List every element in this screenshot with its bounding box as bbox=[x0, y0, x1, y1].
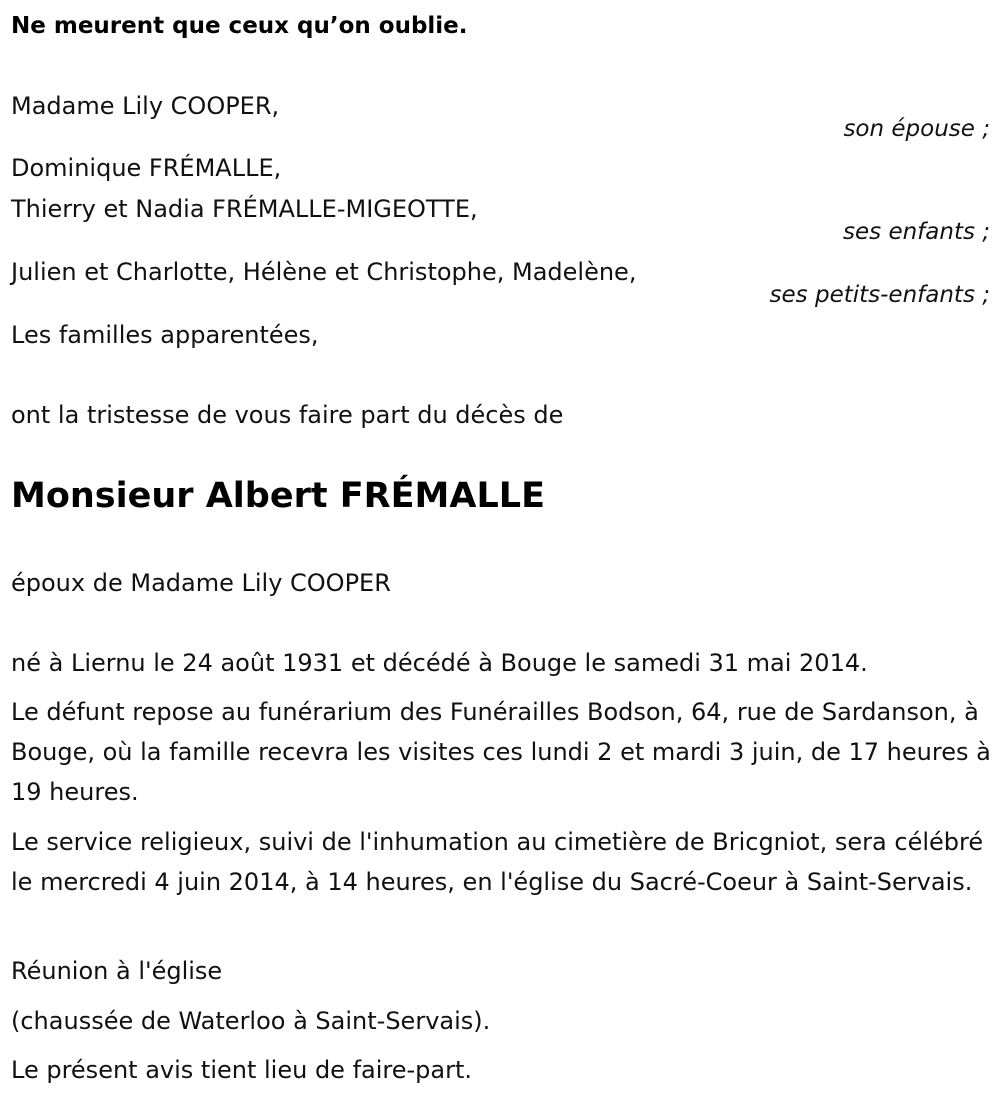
grandchildren-role: ses petits-enfants ; bbox=[769, 282, 990, 308]
birth-death: né à Liernu le 24 août 1931 et décédé à Bouge le samedi 31 mai 2014. bbox=[11, 649, 868, 677]
child-2: Thierry et Nadia FRÉMALLE-MIGEOTTE, bbox=[11, 195, 478, 223]
notice: Le présent avis tient lieu de faire-part. bbox=[11, 1056, 473, 1084]
announcement: ont la tristesse de vous faire part du décès de bbox=[11, 401, 564, 429]
children-role: ses enfants ; bbox=[843, 219, 990, 245]
child-1: Dominique FRÉMALLE, bbox=[11, 154, 282, 182]
relatives: Les familles apparentées, bbox=[11, 321, 319, 349]
meeting: Réunion à l'église bbox=[11, 957, 223, 985]
grandchildren: Julien et Charlotte, Hélène et Christophe, Madelène, bbox=[11, 258, 637, 286]
service-paragraph: Le service religieux, suivi de l'inhumation au cimetière de Bricgniot, sera célébré le mercredi 4 juin 2014, à 14 heures, en l'église du Sacré-Coeur à Saint-Servais. bbox=[11, 828, 984, 896]
spouse-of: époux de Madame Lily COOPER bbox=[11, 569, 391, 597]
visitation-paragraph: Le défunt repose au funérarium des Funérailles Bodson, 64, rue de Sardanson, à Bouge, où la famille recevra les visites ces lundi 2 et mardi 3 juin, de 17 heures à 19 heures. bbox=[11, 698, 991, 806]
spouse-role: son épouse ; bbox=[843, 116, 990, 142]
motto: Ne meurent que ceux qu’on oublie. bbox=[11, 13, 468, 39]
spouse-name: Madame Lily COOPER, bbox=[11, 92, 280, 120]
deceased-name: Monsieur Albert FRÉMALLE bbox=[11, 476, 545, 516]
church-address: (chaussée de Waterloo à Saint-Servais). bbox=[11, 1007, 491, 1035]
